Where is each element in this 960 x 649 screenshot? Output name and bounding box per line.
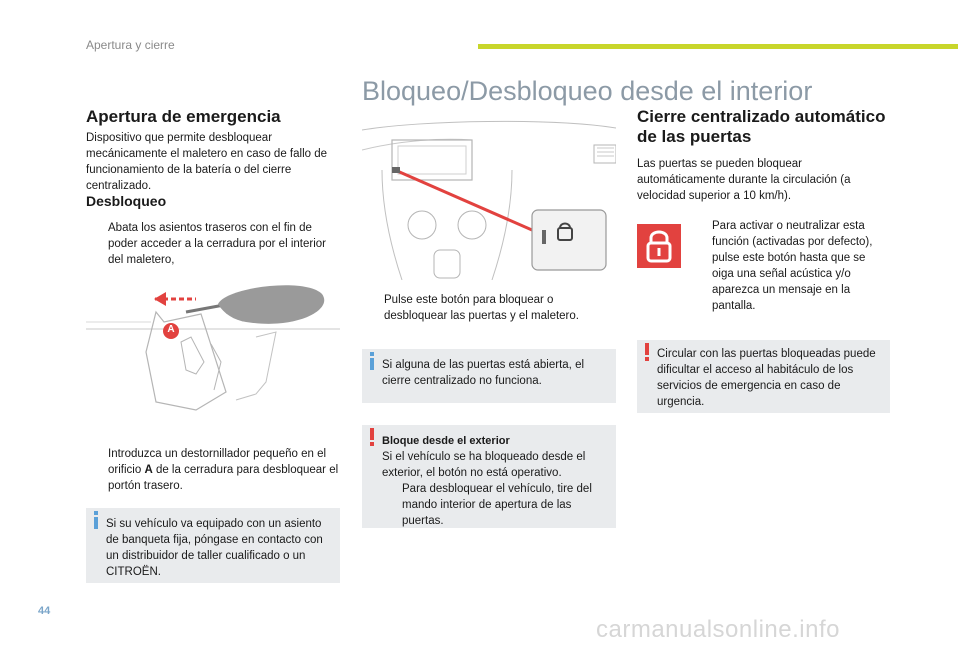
warning-note-right-text: Circular con las puertas bloqueadas puede dificultar el acceso al habitáculo de los servicios de emergencia en caso de urgencia. — [657, 348, 876, 408]
emergency-intro-text: Dispositivo que permite desbloquear mecánicamente el maletero en caso de fallo de funcionamiento de la batería o del cierre centralizado. — [86, 132, 328, 192]
warning-heading: Bloque desde el exterior — [382, 435, 510, 447]
info-note-left-text: Si su vehículo va equipado con un asiento de banqueta fija, póngase en contacto con un distribuidor de taller cualificado o un CITROËN. — [106, 518, 323, 578]
lock-unlock-interior-title: Bloqueo/Desbloqueo desde el interior — [362, 76, 813, 106]
auto-lock-intro: Las puertas se pueden bloquear automáticamente durante la circulación (a velocidad superior a 10 km/h). — [637, 158, 851, 202]
step2-bold-a: A — [144, 464, 153, 476]
warning-step — [382, 481, 608, 529]
bullet-icon — [364, 292, 384, 324]
unlock-step-1 — [88, 220, 340, 268]
trunk-lock-illustration — [86, 282, 340, 412]
warning-icon — [367, 428, 377, 446]
info-icon — [91, 511, 101, 529]
running-title: Apertura y cierre — [86, 38, 175, 52]
unlock-step-2-text — [108, 446, 340, 494]
bullet-icon — [382, 481, 402, 529]
warning-step-text: Para desbloquear el vehículo, tire del mando interior de apertura de las puertas. — [402, 483, 592, 527]
warning-note-right — [637, 340, 890, 413]
trunk-lock-drawing — [86, 282, 340, 412]
info-note-left — [86, 508, 340, 583]
lock-button-icon — [637, 224, 681, 268]
info-note-middle-text: Si alguna de las puertas está abierta, el cierre centralizado no funciona. — [382, 359, 585, 387]
bullet-icon — [692, 218, 712, 314]
auto-lock-title: Cierre centralizado automático de las puertas — [637, 107, 886, 146]
unlock-step-1-text: Abata los asientos traseros con el fin de poder acceder a la cerradura por el interior del maletero, — [108, 222, 326, 266]
padlock-icon — [637, 224, 681, 268]
middle-step-text: Pulse este botón para bloquear o desbloquear las puertas y el maletero. — [384, 294, 579, 322]
callout-a-label: A — [167, 324, 175, 335]
step2-text-start: Introduzca un destornillador pequeño en el orificio — [108, 448, 327, 476]
warning-icon — [642, 343, 652, 361]
watermark: carmanualsonline.info — [596, 616, 840, 643]
page-number: 44 — [38, 605, 51, 617]
warning-note-middle — [362, 425, 616, 528]
warning-text: Si el vehículo se ha bloqueado desde el exterior, el botón no está operativo. — [382, 451, 586, 479]
bullet-icon — [88, 220, 108, 268]
info-icon — [367, 352, 377, 370]
unlock-step-2 — [88, 446, 340, 494]
info-note-middle — [362, 349, 616, 403]
emergency-opening-title: Apertura de emergencia — [86, 107, 281, 126]
step2-text-end: de la cerradura para desbloquear el portón trasero. — [108, 464, 339, 492]
auto-lock-step-text: Para activar o neutralizar esta función (activadas por defecto), pulse este botón hasta que se oiga una señal acústica y/o aparezca un mensaje en la pantalla. — [712, 220, 873, 312]
auto-lock-step — [692, 218, 888, 314]
section-accent-bar — [478, 44, 958, 49]
bullet-icon — [88, 446, 108, 494]
dashboard-drawing — [362, 110, 616, 280]
middle-step — [364, 292, 616, 324]
unlock-heading: Desbloqueo — [86, 193, 167, 209]
dashboard-illustration — [362, 110, 616, 280]
